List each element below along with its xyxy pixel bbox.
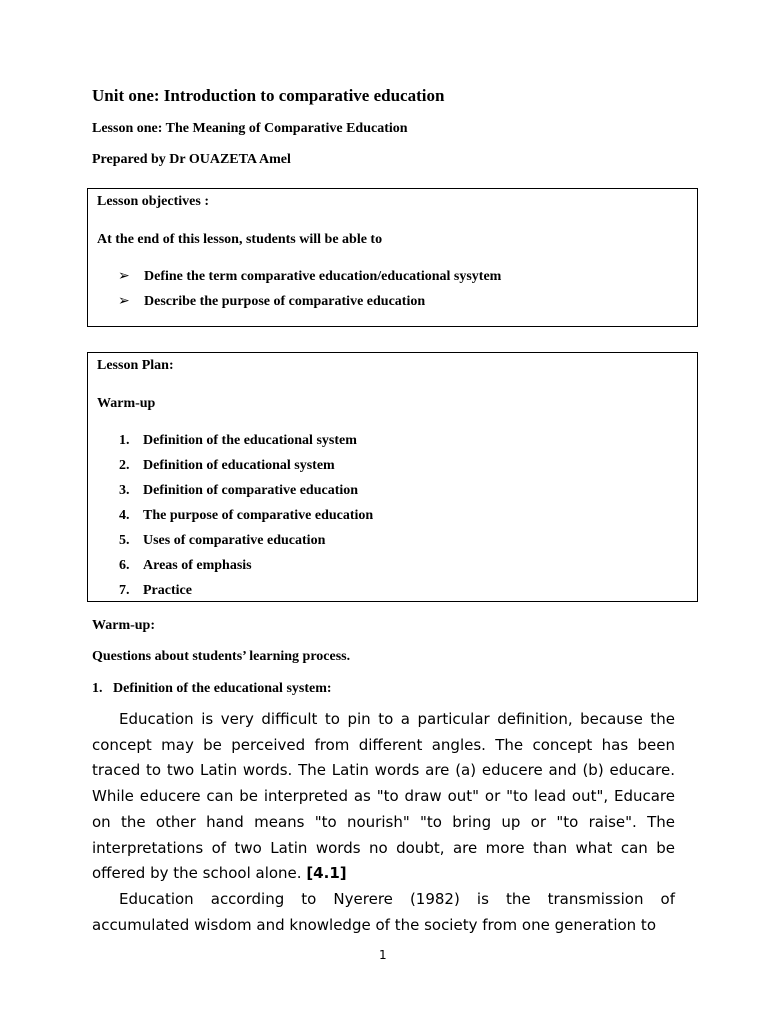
objective-item	[118, 293, 425, 310]
plan-item: 6. Areas of emphasis	[119, 558, 252, 573]
warmup-question: Questions about students’ learning process.	[92, 649, 351, 664]
lesson-plan-box	[87, 352, 698, 602]
objective-item-text: Describe the purpose of comparative education	[144, 294, 426, 309]
warmup-heading: Warm-up:	[92, 618, 155, 633]
plan-heading: Lesson Plan:	[97, 358, 174, 373]
paragraph-text: Education is very difficult to pin to a particular definition, because the concept may be perceived from different angles. The concept has been traced to two Latin words. The Latin words are (a) educere and (b) educare. While educere can be interpreted as "to draw out" or "to lead out", Educare on the other hand means "to nourish" "to bring up or "to raise". The interpretations of two Latin words no doubt, are more than what can be offered by the school alone.	[92, 710, 675, 883]
plan-item: 7. Practice	[119, 583, 192, 598]
objectives-intro: At the end of this lesson, students will be able to	[97, 232, 383, 247]
objective-item	[118, 268, 501, 285]
author-line: Prepared by Dr OUAZETA Amel	[92, 152, 291, 167]
arrow-bullet-icon: ➢	[118, 293, 130, 309]
paragraph-text: Education according to Nyerere (1982) is the transmission of accumulated wisdom and knowledge of the society from one generation to	[92, 890, 675, 934]
lesson-objectives-box	[87, 188, 698, 327]
plan-item: 4. The purpose of comparative education	[119, 508, 374, 523]
section-heading: 1. Definition of the educational system:	[92, 681, 332, 696]
plan-warmup: Warm-up	[97, 396, 156, 411]
plan-item: 1. Definition of the educational system	[119, 433, 357, 448]
plan-item: 5. Uses of comparative education	[119, 533, 326, 548]
unit-title: Unit one: Introduction to comparative education	[92, 86, 445, 105]
plan-item: 2. Definition of educational system	[119, 458, 335, 473]
citation-reference: [4.1]	[306, 864, 347, 883]
page-number: 1	[379, 948, 387, 962]
body-paragraph	[92, 887, 675, 938]
body-paragraph	[92, 707, 675, 887]
objectives-heading: Lesson objectives :	[97, 194, 209, 209]
arrow-bullet-icon: ➢	[118, 268, 130, 284]
plan-item: 3. Definition of comparative education	[119, 483, 359, 498]
objective-item-text: Define the term comparative education/educational sysytem	[144, 269, 502, 284]
lesson-title: Lesson one: The Meaning of Comparative Education	[92, 121, 408, 136]
